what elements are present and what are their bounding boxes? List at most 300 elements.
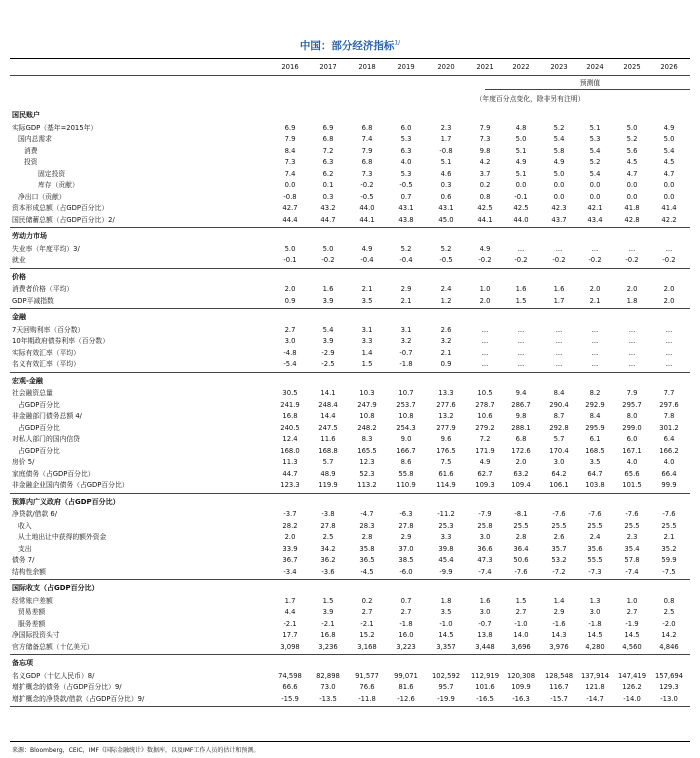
value-cell: 43.1 (398, 204, 414, 212)
row-label: 净出口（贡献） (18, 192, 66, 201)
value-cell: 52.3 (359, 469, 375, 478)
value-cell: 5.1 (440, 158, 452, 166)
value-cell: 8.3 (361, 435, 373, 443)
value-cell: 6.3 (400, 146, 412, 155)
value-cell: 9.0 (400, 435, 412, 443)
value-cell: 37.0 (398, 544, 414, 553)
value-cell: 5.8 (553, 146, 565, 155)
value-cell: 2.0 (284, 533, 296, 541)
value-cell: 2.4 (589, 533, 601, 541)
value-cell: 4.9 (553, 158, 565, 166)
section-rule (10, 654, 690, 655)
value-cell: 25.5 (587, 521, 603, 530)
value-cell: 2.1 (400, 296, 412, 305)
section-title: 国际收支（占GDP百分比） (12, 584, 99, 592)
value-cell: ... (628, 348, 636, 357)
value-cell: -2.5 (321, 360, 335, 368)
value-cell: 47.3 (477, 556, 493, 564)
value-cell: 2.1 (361, 285, 373, 293)
value-cell: 6.8 (361, 123, 373, 132)
value-cell: 10.7 (398, 389, 414, 397)
value-cell: 65.6 (624, 469, 640, 478)
value-cell: 99,071 (394, 671, 418, 680)
value-cell: 42.2 (661, 215, 677, 224)
section-rule (10, 372, 690, 373)
value-cell: 278.7 (475, 400, 495, 409)
value-cell: 0.7 (400, 596, 412, 605)
value-cell: 3.3 (361, 337, 373, 345)
value-cell: 64.7 (587, 469, 603, 478)
value-cell: 0.9 (284, 296, 296, 305)
value-cell: -7.6 (588, 510, 602, 518)
section-title: 国民账户 (12, 111, 40, 119)
row-label: 国内总需求 (18, 135, 52, 143)
value-cell: 4.5 (663, 158, 675, 166)
forecast-label: 预测值 (579, 79, 601, 87)
value-cell: 112,919 (470, 671, 500, 680)
value-cell: 55.8 (398, 469, 414, 478)
year-header-cell: 2025 (623, 63, 641, 71)
value-cell: 41.4 (661, 204, 677, 212)
value-cell: 101.5 (622, 481, 642, 489)
section-rule (10, 493, 690, 494)
value-cell: -0.2 (514, 256, 528, 264)
value-cell: -5.4 (283, 360, 297, 368)
value-cell: 28.2 (282, 521, 298, 530)
value-cell: -0.1 (514, 192, 528, 201)
value-cell: 73.0 (320, 683, 336, 691)
value-cell: 5.7 (322, 458, 334, 466)
value-cell: -16.5 (476, 694, 494, 703)
value-cell: 277.9 (436, 423, 456, 432)
value-cell: -7.6 (662, 510, 676, 518)
value-cell: ... (517, 360, 525, 368)
row-label: 贸易差额 (18, 608, 46, 616)
value-cell: ... (481, 325, 489, 334)
year-header-cell: 2016 (281, 63, 299, 71)
value-cell: -7.2 (552, 567, 566, 576)
row-label: GDP平减指数 (12, 296, 54, 305)
value-cell: 248.4 (318, 400, 338, 409)
value-cell: ... (665, 337, 673, 345)
value-cell: 147,419 (617, 671, 647, 680)
row-label: 社会融资总量 (12, 389, 53, 397)
row-label: 结构性余额 (12, 567, 46, 576)
value-cell: 295.7 (622, 400, 642, 409)
value-cell: 5.2 (626, 135, 638, 143)
value-cell: 6.2 (322, 169, 334, 178)
value-cell: 123.3 (280, 481, 300, 489)
value-cell: 82,898 (316, 671, 340, 680)
value-cell: 42.1 (587, 204, 603, 212)
value-cell: -1.8 (399, 619, 413, 628)
value-cell: ... (481, 348, 489, 357)
value-cell: 3,448 (475, 642, 495, 651)
value-cell: 25.5 (661, 521, 677, 530)
value-cell: 7.7 (663, 389, 675, 397)
value-cell: 0.2 (479, 181, 491, 189)
row-label: 消费 (24, 146, 38, 155)
table-title (0, 38, 700, 53)
value-cell: 4.9 (663, 123, 675, 132)
value-cell: 76.6 (359, 683, 375, 691)
value-cell: -4.8 (283, 348, 297, 357)
value-cell: 44.7 (320, 215, 336, 224)
value-cell: -7.4 (478, 567, 492, 576)
value-cell: 13.2 (438, 412, 454, 420)
value-cell: ... (555, 244, 563, 253)
section-rule (10, 227, 690, 228)
value-cell: 7.2 (322, 146, 334, 155)
value-cell: 12.3 (359, 458, 375, 466)
value-cell: 7.9 (479, 123, 491, 132)
value-cell: ... (517, 337, 525, 345)
year-header-cell: 2022 (512, 63, 530, 71)
value-cell: -8.1 (514, 510, 528, 518)
value-cell: 35.6 (587, 544, 603, 553)
value-cell: 5.0 (284, 244, 296, 253)
value-cell: 1.5 (515, 596, 527, 605)
unit-note: （年度百分点变化，除非另有注明） (475, 95, 585, 103)
value-cell: -0.7 (478, 619, 492, 628)
value-cell: 5.0 (626, 123, 638, 132)
value-cell: 6.8 (322, 135, 334, 143)
value-cell: 5.2 (440, 244, 452, 253)
value-cell: 1.7 (440, 135, 452, 143)
value-cell: 57.8 (624, 556, 640, 564)
value-cell: 9.6 (440, 435, 452, 443)
value-cell: 171.9 (475, 446, 495, 455)
value-cell: 0.0 (663, 192, 675, 201)
value-cell: 3.5 (440, 608, 452, 616)
value-cell: 95.7 (438, 683, 454, 691)
value-cell: 10.8 (359, 412, 375, 420)
value-cell: 4,560 (622, 642, 642, 651)
value-cell: -3.6 (321, 567, 335, 576)
value-cell: 44.0 (359, 204, 375, 212)
value-cell: 5.2 (400, 244, 412, 253)
value-cell: 81.6 (398, 683, 414, 691)
value-cell: 2.8 (515, 533, 527, 541)
row-label: 非金融企业国内债务（占GDP百分比） (12, 481, 129, 489)
value-cell: 16.8 (320, 631, 336, 639)
value-cell: 6.9 (284, 123, 296, 132)
value-cell: 25.3 (438, 521, 454, 530)
value-cell: 3.1 (361, 325, 373, 334)
value-cell: 36.6 (477, 544, 493, 553)
value-cell: 10.8 (398, 412, 414, 420)
value-cell: -2.0 (662, 619, 676, 628)
value-cell: 43.7 (551, 215, 567, 224)
section-title: 价格 (12, 272, 26, 281)
value-cell: -4.7 (360, 510, 374, 518)
value-cell: -3.4 (283, 567, 297, 576)
value-cell: 3.0 (479, 608, 491, 616)
value-cell: 5.1 (589, 123, 601, 132)
row-label: 占GDP百分比 (18, 423, 60, 432)
value-cell: 1.4 (361, 348, 373, 357)
value-cell: -6.3 (399, 510, 413, 518)
value-cell: 27.8 (320, 521, 336, 530)
value-cell: 2.7 (515, 608, 527, 616)
value-cell: 6.0 (626, 435, 638, 443)
value-cell: 2.1 (663, 533, 675, 541)
value-cell: ... (517, 325, 525, 334)
header-rule (10, 75, 690, 76)
row-label: 支出 (18, 544, 32, 553)
value-cell: 5.4 (589, 169, 601, 178)
value-cell: -11.8 (358, 694, 376, 703)
value-cell: 6.8 (515, 435, 527, 443)
value-cell: ... (628, 360, 636, 368)
value-cell: 3.3 (440, 533, 452, 541)
value-cell: 3.0 (284, 337, 296, 345)
value-cell: 0.0 (284, 181, 296, 189)
table-row (0, 255, 700, 268)
value-cell: ... (628, 337, 636, 345)
value-cell: 61.6 (438, 469, 454, 478)
value-cell: -0.2 (625, 256, 639, 264)
value-cell: 30.5 (282, 389, 298, 397)
value-cell: -14.7 (586, 694, 604, 703)
value-cell: 14.5 (624, 631, 640, 639)
row-label: 就业 (12, 256, 26, 264)
value-cell: 10.5 (477, 389, 493, 397)
year-header-cell: 2020 (437, 63, 455, 71)
value-cell: -4.5 (360, 567, 374, 576)
value-cell: 42.7 (282, 204, 298, 212)
table-row (0, 480, 700, 493)
value-cell: 9.8 (479, 146, 491, 155)
row-label: 7天回购利率（百分数） (12, 325, 85, 334)
value-cell: 286.7 (511, 400, 531, 409)
value-cell: -13.5 (319, 694, 337, 703)
value-cell: 35.8 (359, 544, 375, 553)
value-cell: 8.6 (400, 458, 412, 466)
value-cell: 5.2 (553, 123, 565, 132)
source-note: 来源：Bloomberg，CEIC，IMF《国际金融统计》数据库，以及IMF工作人员的估计和预测。 (12, 747, 260, 754)
value-cell: 4.9 (479, 244, 491, 253)
value-cell: 3.2 (440, 337, 452, 345)
value-cell: 0.0 (553, 181, 565, 189)
value-cell: -0.2 (478, 256, 492, 264)
value-cell: 42.3 (551, 204, 567, 212)
value-cell: 8.0 (626, 412, 638, 420)
value-cell: 2.0 (515, 458, 527, 466)
value-cell: -1.8 (588, 619, 602, 628)
value-cell: 5.0 (515, 135, 527, 143)
value-cell: 288.1 (511, 423, 531, 432)
value-cell: 25.5 (551, 521, 567, 530)
value-cell: 5.3 (589, 135, 601, 143)
section-title: 金融 (12, 313, 26, 321)
value-cell: 106.1 (549, 481, 569, 489)
value-cell: ... (591, 337, 599, 345)
value-cell: ... (665, 360, 673, 368)
value-cell: ... (591, 360, 599, 368)
value-cell: 5.0 (663, 135, 675, 143)
row-label: 10年期政府债券利率（百分数） (12, 337, 110, 345)
value-cell: ... (555, 325, 563, 334)
value-cell: 4.0 (400, 158, 412, 166)
value-cell: 50.6 (513, 556, 529, 564)
value-cell: 3.7 (479, 169, 491, 178)
value-cell: -7.3 (588, 567, 602, 576)
value-cell: 55.5 (587, 556, 603, 564)
value-cell: -9.9 (439, 567, 453, 576)
value-cell: 241.9 (280, 400, 300, 409)
value-cell: 7.5 (440, 458, 452, 466)
value-cell: 66.6 (282, 683, 298, 691)
value-cell: 7.4 (361, 135, 373, 143)
value-cell: 1.5 (322, 596, 334, 605)
value-cell: 14.5 (587, 631, 603, 639)
value-cell: 3,236 (318, 642, 338, 651)
value-cell: 14.4 (320, 412, 336, 420)
table-row (0, 296, 700, 309)
value-cell: 2.3 (440, 123, 452, 132)
row-label: 实际有效汇率（平均） (12, 348, 80, 357)
value-cell: 43.2 (320, 204, 336, 212)
value-cell: 0.9 (440, 360, 452, 368)
value-cell: 254.3 (396, 423, 416, 432)
value-cell: 7.3 (284, 158, 296, 166)
value-cell: 43.4 (587, 215, 603, 224)
value-cell: 4.4 (284, 608, 296, 616)
title-footnote-marker: 1/ (394, 39, 401, 47)
value-cell: 3,168 (357, 642, 377, 651)
row-label: 债务 7/ (12, 556, 35, 564)
value-cell: -13.0 (660, 694, 678, 703)
value-cell: 301.2 (659, 423, 679, 432)
value-cell: 33.9 (282, 544, 298, 553)
year-header-cell: 2021 (476, 63, 494, 71)
row-label: 净贷款/借款 6/ (12, 510, 58, 518)
value-cell: 3.5 (589, 458, 601, 466)
value-cell: 1.5 (361, 360, 373, 368)
row-label: 失业率（年度平均）3/ (12, 244, 80, 253)
row-label: 占GDP百分比 (18, 446, 60, 455)
value-cell: 44.1 (477, 215, 493, 224)
row-label: 服务差额 (18, 619, 46, 628)
value-cell: 2.1 (440, 348, 452, 357)
value-cell: 45.0 (438, 215, 454, 224)
row-label: 从土地出让中获得的额外资金 (18, 533, 107, 541)
row-label: 房价 5/ (12, 458, 35, 466)
value-cell: 295.9 (585, 423, 605, 432)
value-cell: -2.1 (360, 619, 374, 628)
value-cell: 1.6 (515, 285, 527, 293)
section-title: 备忘项 (12, 659, 33, 667)
value-cell: 2.7 (361, 608, 373, 616)
value-cell: 168.0 (280, 446, 300, 455)
row-label: 占GDP百分比 (18, 400, 60, 409)
value-cell: 4.9 (479, 458, 491, 466)
value-cell: -7.9 (478, 510, 492, 518)
year-header-cell: 2019 (397, 63, 415, 71)
value-cell: -7.5 (662, 567, 676, 576)
row-label: 增扩概念的债务（占GDP百分比）9/ (12, 683, 122, 691)
value-cell: 74,598 (278, 671, 302, 680)
value-cell: 3.9 (322, 608, 334, 616)
row-label: 实际GDP（基年=2015年） (12, 123, 98, 132)
value-cell: 1.5 (515, 296, 527, 305)
value-cell: ... (591, 244, 599, 253)
value-cell: 8.4 (553, 389, 565, 397)
value-cell: 8.4 (589, 412, 601, 420)
section-title: 劳动力市场 (12, 232, 47, 240)
value-cell: 36.7 (282, 556, 298, 564)
value-cell: ... (555, 360, 563, 368)
value-cell: -0.5 (439, 256, 453, 264)
value-cell: -7.6 (514, 567, 528, 576)
value-cell: 3,357 (436, 642, 456, 651)
value-cell: 5.1 (515, 146, 527, 155)
value-cell: -7.6 (625, 510, 639, 518)
section-rule (10, 579, 690, 580)
value-cell: -2.1 (283, 619, 297, 628)
value-cell: 167.1 (622, 446, 642, 455)
value-cell: 17.7 (282, 631, 298, 639)
row-label: 增扩概念的净贷款/借款（占GDP百分比）9/ (12, 694, 145, 703)
value-cell: 3.9 (322, 337, 334, 345)
value-cell: 1.0 (626, 596, 638, 605)
value-cell: 10.6 (477, 412, 493, 420)
value-cell: -3.8 (321, 510, 335, 518)
value-cell: 9.4 (515, 389, 527, 397)
value-cell: 28.3 (359, 521, 375, 530)
value-cell: 6.1 (589, 435, 601, 443)
value-cell: 7.9 (626, 389, 638, 397)
value-cell: 299.0 (622, 423, 642, 432)
value-cell: 59.9 (661, 556, 677, 564)
value-cell: ... (481, 360, 489, 368)
value-cell: 41.8 (624, 204, 640, 212)
value-cell: 253.7 (396, 400, 416, 409)
value-cell: 4.6 (440, 169, 452, 178)
value-cell: 3,976 (549, 642, 569, 651)
value-cell: 42.5 (513, 204, 529, 212)
year-header-cell: 2026 (660, 63, 678, 71)
value-cell: 36.4 (513, 544, 529, 553)
value-cell: 2.0 (626, 285, 638, 293)
value-cell: 2.7 (626, 608, 638, 616)
value-cell: 109.3 (475, 481, 495, 489)
value-cell: 6.0 (400, 123, 412, 132)
value-cell: 1.8 (626, 296, 638, 305)
value-cell: 2.0 (284, 285, 296, 293)
value-cell: 172.6 (511, 446, 531, 455)
row-label: 非金融部门债务总额 4/ (12, 412, 82, 420)
value-cell: 292.8 (549, 423, 569, 432)
value-cell: ... (517, 348, 525, 357)
value-cell: 3.0 (589, 608, 601, 616)
value-cell: ... (481, 337, 489, 345)
value-cell: 5.0 (322, 244, 334, 253)
value-cell: 5.1 (515, 169, 527, 178)
value-cell: -3.7 (283, 510, 297, 518)
value-cell: 35.4 (624, 544, 640, 553)
value-cell: 6.3 (322, 158, 334, 166)
table-row (0, 359, 700, 372)
value-cell: -1.0 (439, 619, 453, 628)
value-cell: 5.7 (553, 435, 565, 443)
value-cell: 0.0 (589, 181, 601, 189)
year-header-cell: 2017 (319, 63, 337, 71)
value-cell: 13.3 (438, 389, 454, 397)
value-cell: 116.7 (549, 683, 569, 691)
value-cell: 14.1 (320, 389, 336, 397)
